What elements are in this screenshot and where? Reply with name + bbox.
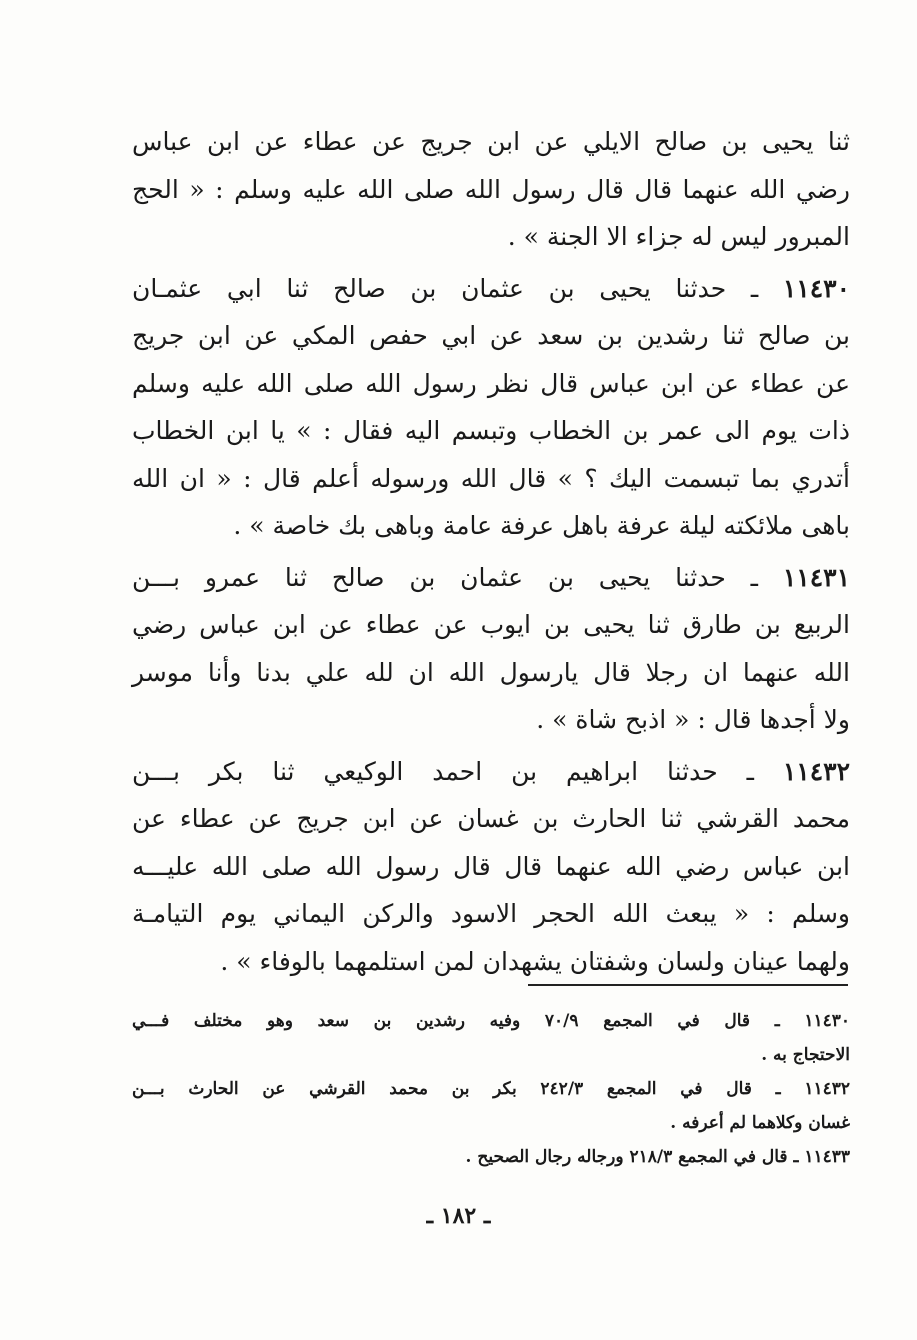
text-line: ولا أجدها قال : « اذبح شاة » . bbox=[536, 705, 850, 734]
text-line: ابن عباس رضي الله عنهما قال قال رسول الله صلى الله عليـــه bbox=[132, 851, 850, 881]
hadith-number: ١١٤٣٢ bbox=[782, 756, 850, 786]
text-line: رضي الله عنهما قال قال رسول الله صلى الله عليه وسلم : « الحج bbox=[132, 174, 850, 204]
text-line: الربيع بن طارق ثنا يحيى بن ايوب عن عطاء عن ابن عباس رضي bbox=[132, 610, 850, 639]
text-line-body: ـ حدثنا يحيى بن عثمان بن صالح ثنا ابي عثمـان bbox=[132, 273, 759, 303]
text-line bbox=[132, 554, 850, 602]
text-line: عن عطاء عن ابن عباس قال نظر رسول الله صلى الله عليه وسلم bbox=[132, 368, 850, 398]
hadith-number: ١١٤٣١ bbox=[782, 562, 850, 592]
footnote-line: ١١٤٣٠ ـ قال في المجمع ٧٠/٩ وفيه رشدين بن سعد وهو مختلف فـــي bbox=[132, 1011, 850, 1031]
text-line: ولهما عينان ولسان وشفتان يشهدان لمن استلمهما بالوفاء » . bbox=[220, 946, 850, 976]
text-line: الله عنهما ان رجلا قال يارسول الله ان لله علي بدنا وأنا موسر bbox=[132, 657, 850, 687]
hadith-11432 bbox=[132, 748, 850, 986]
footnote-line: ١١٤٣٣ ـ قال في المجمع ٢١٨/٣ ورجاله رجال الصحيح . bbox=[465, 1147, 850, 1167]
main-text bbox=[132, 118, 850, 989]
text-line: أتدري بما تبسمت اليك ؟ » قال الله ورسوله أعلم قال : « ان الله bbox=[132, 463, 850, 493]
footnote-line: غسان وكلاهما لم أعرفه . bbox=[670, 1113, 850, 1133]
hadith-11431 bbox=[132, 554, 850, 744]
page-number: ـ ١٨٢ ـ bbox=[426, 1203, 491, 1229]
hadith-11430 bbox=[132, 265, 850, 550]
footnote-separator bbox=[528, 984, 848, 986]
text-line: المبرور ليس له جزاء الا الجنة » . bbox=[507, 222, 850, 251]
text-line: بن صالح ثنا رشدين بن سعد عن ابي حفص المكي عن ابن جريج bbox=[132, 321, 850, 350]
text-line: محمد القرشي ثنا الحارث بن غسان عن ابن جريج عن عطاء عن bbox=[132, 804, 850, 833]
text-line: ثنا يحيى بن صالح الايلي عن ابن جريج عن عطاء عن ابن عباس bbox=[132, 127, 850, 156]
footnote-line: الاحتجاج به . bbox=[761, 1045, 850, 1065]
footnote-line: ١١٤٣٢ ـ قال في المجمع ٢٤٢/٣ بكر بن محمد القرشي عن الحارث بـــن bbox=[132, 1079, 851, 1099]
text-line-body: ـ حدثنا ابراهيم بن احمد الوكيعي ثنا بكر بـــن bbox=[132, 756, 754, 786]
text-line: وسلم : « يبعث الله الحجر الاسود والركن اليماني يوم التيامـة bbox=[132, 899, 850, 928]
hadith-number: ١١٤٣٠ bbox=[782, 273, 850, 303]
footnotes bbox=[132, 1004, 850, 1174]
text-line bbox=[132, 748, 850, 796]
text-line: ذات يوم الى عمر بن الخطاب وتبسم اليه فقال : » يا ابن الخطاب bbox=[132, 416, 850, 445]
text-line: باهى ملائكته ليلة عرفة باهل عرفة عامة وباهى بك خاصة » . bbox=[233, 511, 850, 540]
text-line bbox=[132, 265, 850, 313]
paragraph-continuation bbox=[132, 118, 850, 261]
text-line-body: ـ حدثنا يحيى بن عثمان بن صالح ثنا عمرو بـــن bbox=[132, 562, 758, 592]
